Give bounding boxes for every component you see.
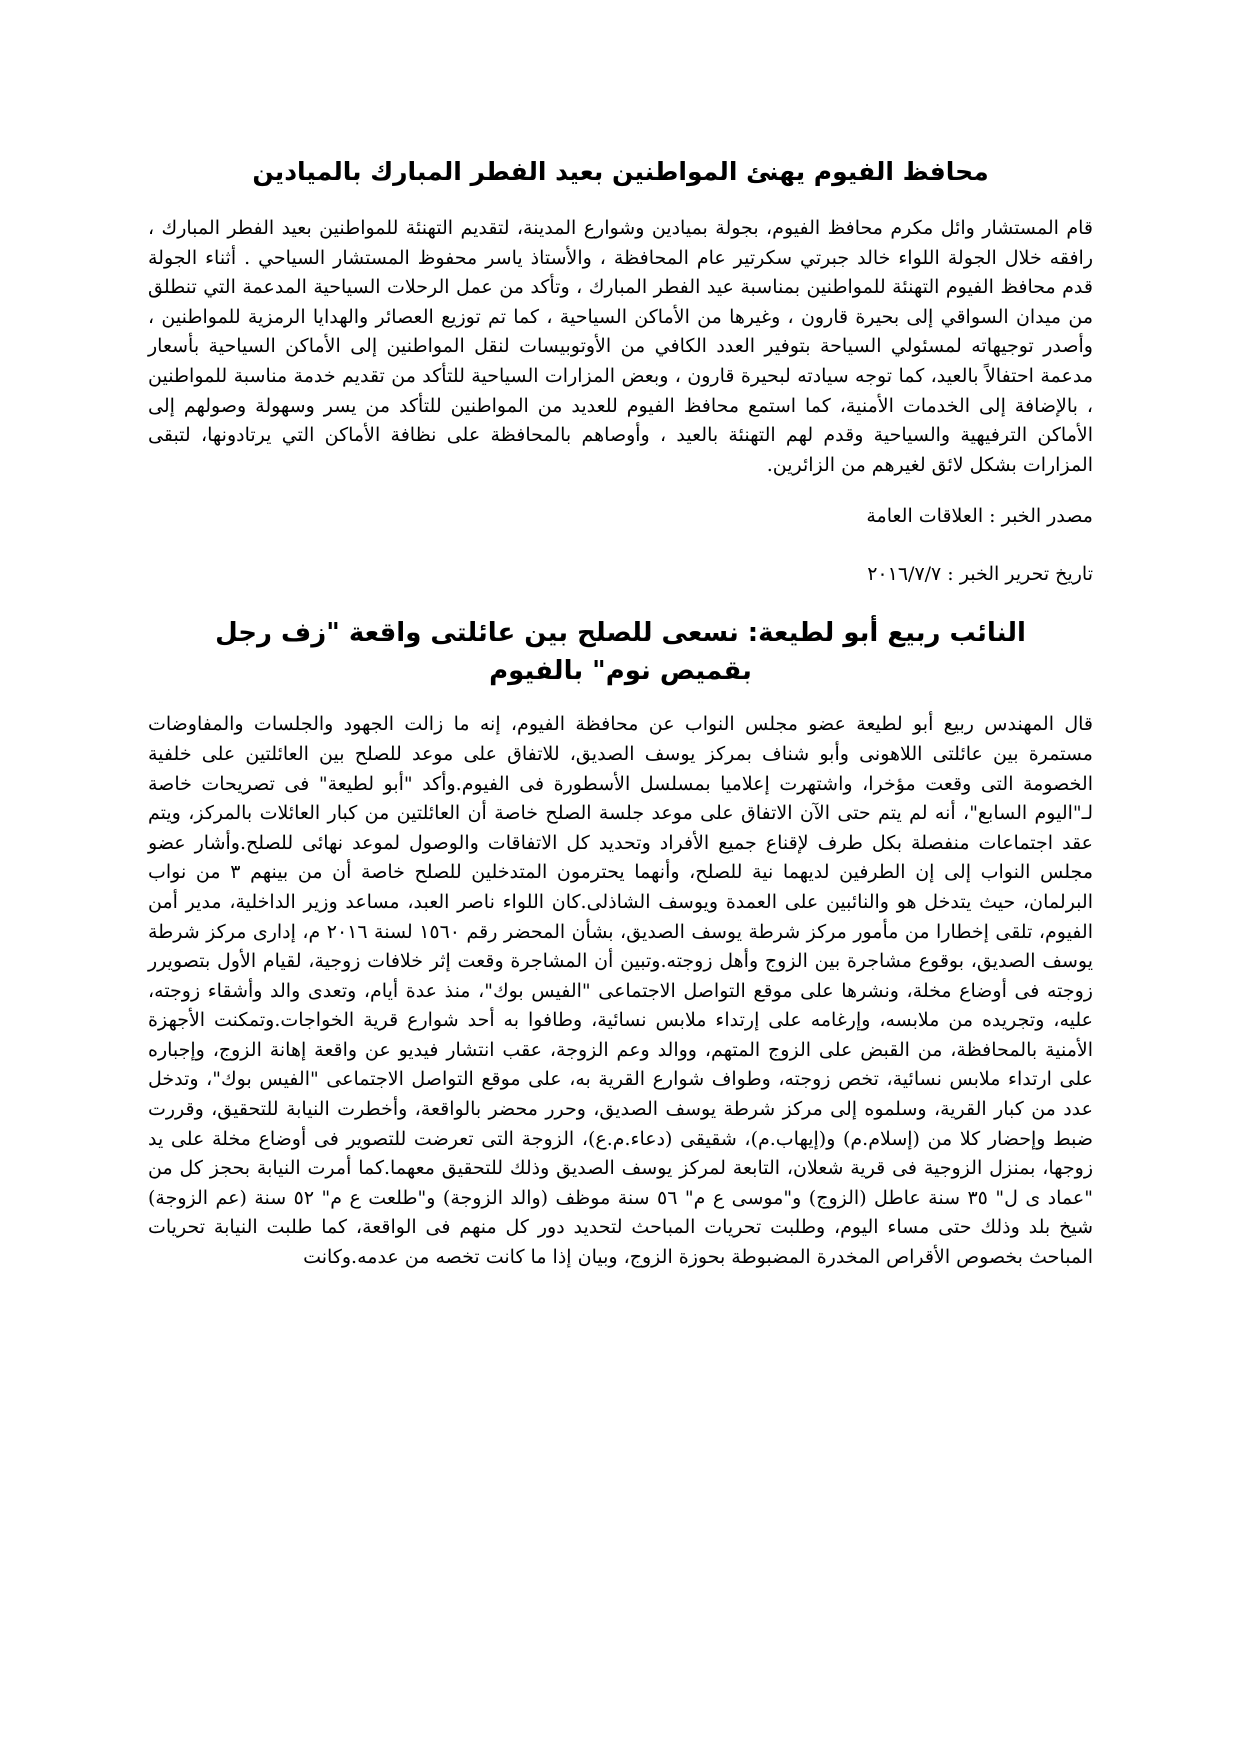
article-1-date: تاريخ تحرير الخبر : ٢٠١٦/٧/٧ <box>867 563 1093 586</box>
document-page <box>148 130 1093 1273</box>
article-1-title: محافظ الفيوم يهنئ المواطنين بعيد الفطر المبارك بالميادين <box>252 157 989 186</box>
article-1-source: مصدر الخبر : العلاقات العامة <box>866 505 1093 528</box>
article-2-body: قال المهندس ربيع أبو لطيعة عضو مجلس النواب عن محافظة الفيوم، إنه ما زالت الجهود والجلسات والمفاوضات مستمرة بين عائلتى اللاهونى وأبو شناف بمركز يوسف الصديق، للاتفاق على موعد للصلح بين العائلتين على خلفية الخصومة التى وقعت مؤخرا، واشتهرت إعلاميا بمسلسل الأسطورة فى الفيوم.وأكد "أبو لطيعة" فى تصريحات خاصة لـ"اليوم السابع"، أنه لم يتم حتى الآن الاتفاق على موعد جلسة الصلح خاصة أن العائلتين من كبار العائلات بالمركز، ويتم عقد اجتماعات منفصلة بكل طرف لإقناع جميع الأفراد وتحديد كل الاتفاقات والوصول لموعد نهائى للصلح.وأشار عضو مجلس النواب إلى إن الطرفين لديهما نية للصلح، وأنهما يحترمون المتدخلين للصلح خاصة أن من بينهم ٣ من نواب البرلمان، حيث يتدخل هو والنائبين على العمدة ويوسف الشاذلى.كان اللواء ناصر العبد، مساعد وزير الداخلية، مدير أمن الفيوم، تلقى إخطارا من مأمور مركز شرطة يوسف الصديق، بشأن المحضر رقم ١٥٦٠ لسنة ٢٠١٦ م، إدارى مركز شرطة يوسف الصديق، بوقوع مشاجرة بين الزوج وأهل زوجته.وتبين أن المشاجرة وقعت إثر خلافات زوجية، لقيام الأول بتصويرر زوجته فى أوضاع مخلة، ونشرها على موقع التواصل الاجتماعى "الفيس بوك"، منذ عدة أيام، وتعدى والد وأشقاء زوجته، عليه، وتجريده من ملابسه، وإرغامه على إرتداء ملابس نسائية، وطافوا به أحد شوارع قرية الخواجات.وتمكنت الأجهزة الأمنية بالمحافظة، من القبض على الزوج المتهم، ووالد وعم الزوجة، عقب انتشار فيديو عن واقعة إهانة الزوج، وإجباره على ارتداء ملابس نسائية، تخص زوجته، وطواف شوارع القرية به، على موقع التواصل الاجتماعى "الفيس بوك"، وتدخل عدد من كبار القرية، وسلموه إلى مركز شرطة يوسف الصديق، وحرر محضر بالواقعة، وأخطرت النيابة للتحقيق، وقررت ضبط وإحضار كلا من (إسلام.م) و(إيهاب.م)، شقيقى (دعاء.م.ع)، الزوجة التى تعرضت للتصوير فى أوضاع مخلة على يد زوجها، بمنزل الزوجية فى قرية شعلان، التابعة لمركز يوسف الصديق وذلك للتحقيق معهما.كما أمرت النيابة بحجز كل من "عماد ى ل" ٣٥ سنة عاطل (الزوج) و"موسى ع م" ٥٦ سنة موظف (والد الزوجة) و"طلعت ع م" ٥٢ سنة (عم الزوجة) شيخ بلد وذلك حتى مساء اليوم، وطلبت تحريات المباحث لتحديد دور كل منهم فى الواقعة، كما طلبت النيابة تحريات المباحث بخصوص الأقراص المخدرة المضبوطة بحوزة الزوج، وبيان إذا ما كانت تخصه من عدمه.وكانت <box>148 713 1093 1269</box>
article-2-title: النائب ربيع أبو لطيعة: نسعى للصلح بين عائلتى واقعة "زف رجل بقميص نوم" بالفيوم <box>215 618 1026 687</box>
article-mp-reconciliation <box>148 614 1093 1272</box>
article-1-body: قام المستشار وائل مكرم محافظ الفيوم، بجولة بميادين وشوارع المدينة، لتقديم التهنئة للمواطنين بعيد الفطر المبارك ، رافقه خلال الجولة اللواء خالد جبرتي سكرتير عام المحافظة ، والأستاذ ياسر محفوظ المستشار السياحي . أثناء الجولة قدم محافظ الفيوم التهنئة للمواطنين بمناسبة عيد الفطر المبارك ، وتأكد من عمل الرحلات السياحية المدعمة التي تنطلق من ميدان السواقي إلى بحيرة قارون ، وغيرها من الأماكن السياحية ، كما تم توزيع العصائر والهدايا الرمزية للمواطنين ، وأصدر توجيهاته لمسئولي السياحة بتوفير العدد الكافي من الأوتوبيسات لنقل المواطنين إلى الأماكن السياحية بأسعار مدعمة احتفالاً بالعيد، كما توجه سيادته لبحيرة قارون ، وبعض المزارات السياحية للتأكد من تقديم خدمة مناسبة للمواطنين ، بالإضافة إلى الخدمات الأمنية، كما استمع محافظ الفيوم للعديد من المواطنين للتأكد من يسر وسهولة وصولهم إلى الأماكن الترفيهية والسياحية وقدم لهم التهنئة بالعيد ، وأوصاهم بالمحافظة على نظافة الأماكن التي يرتادونها، لتبقى المزارات بشكل لائق لغيرهم من الزائرين. <box>148 217 1093 476</box>
article-fayoum-governor-eid <box>148 152 1093 588</box>
